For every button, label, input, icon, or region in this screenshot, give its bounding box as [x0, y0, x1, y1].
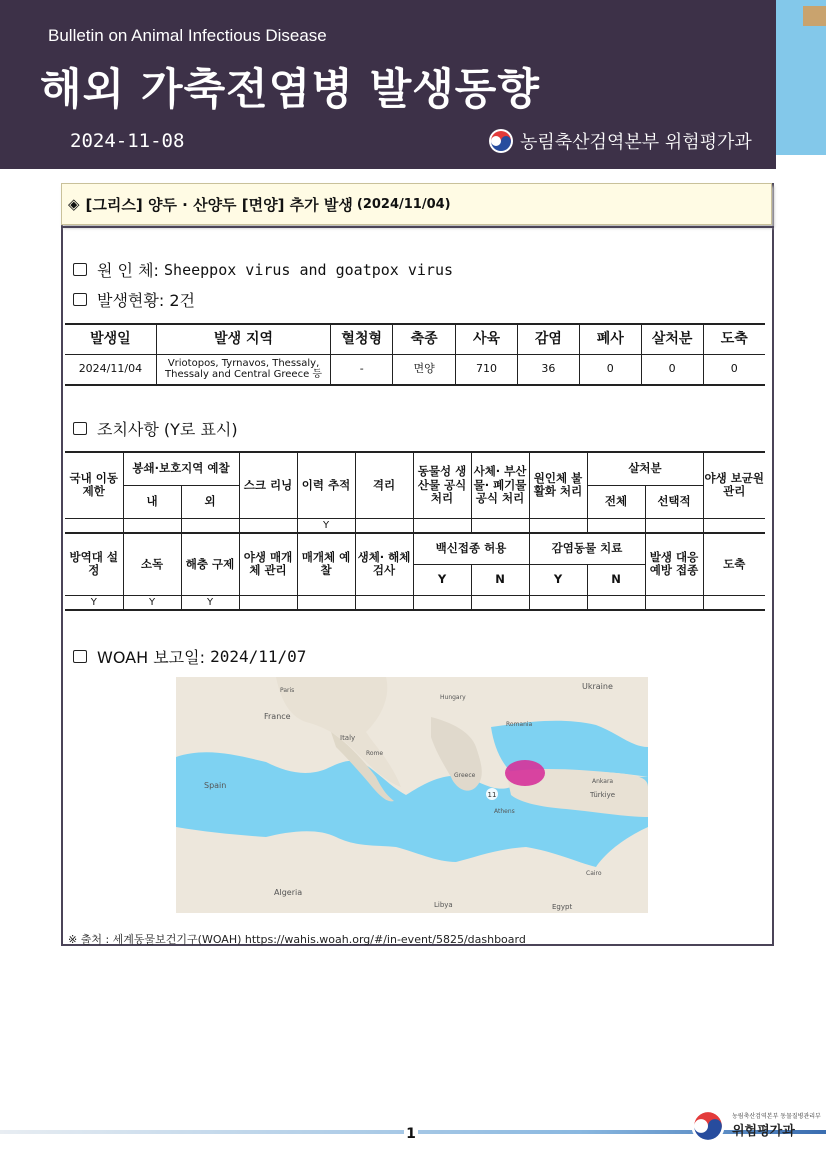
woah-label: WOAH 보고일: [97, 648, 205, 667]
status-line [73, 288, 195, 311]
table-row [65, 595, 765, 610]
status-label: 발생현황: [97, 291, 165, 310]
taegeuk-icon [488, 128, 514, 154]
col-header: 발생일 [65, 324, 156, 354]
footer-dept: 위험평가과 [732, 1124, 795, 1140]
headline-text: [그리스] 양두 · 산양두 [면양] 추가 발생 [85, 195, 353, 214]
map-label: Cairo [586, 870, 602, 877]
cell-yn: N [471, 564, 529, 595]
table-cell [703, 595, 765, 610]
map-label: Athens [494, 808, 515, 815]
table-cell [529, 595, 587, 610]
cell-yn: Y [413, 564, 471, 595]
table-cell: Y [65, 595, 123, 610]
table-cell [297, 595, 355, 610]
col-header: 살처분 [641, 324, 703, 354]
col-header: 사육 [456, 324, 518, 354]
cell-carcass: 사체· 부산물· 폐기물 공식 처리 [471, 452, 529, 518]
status-value: 2건 [169, 291, 195, 310]
table-cell [587, 518, 645, 533]
org-name: 농림축산검역본부 위험평가과 [520, 132, 752, 153]
table-cell [355, 595, 413, 610]
measures-table [65, 451, 765, 611]
cell-zone-set: 방역대 설정 [65, 533, 123, 595]
cell-wild: 야생 보균원 관리 [703, 452, 765, 518]
table-cell [645, 595, 703, 610]
table-cell [529, 518, 587, 533]
checkbox-icon [73, 293, 87, 306]
cell-product: 동물성 생산물 공식 처리 [413, 452, 471, 518]
woah-date: 2024/11/07 [210, 647, 307, 666]
table-cell: 2024/11/04 [65, 354, 156, 385]
cell-prevvac: 발생 대응 예방 접종 [645, 533, 703, 595]
map-label: Hungary [440, 694, 466, 701]
cell-zone-in: 내 [123, 485, 181, 518]
cell-wildvector: 야생 매개체 관리 [239, 533, 297, 595]
cell-pest: 해충 구제 [181, 533, 239, 595]
outbreak-marker [505, 760, 545, 786]
page-header [0, 0, 776, 169]
bulletin-date: 2024-11-08 [70, 130, 185, 152]
col-header: 발생 지역 [156, 324, 330, 354]
divider [61, 226, 774, 228]
cell-zone: 봉쇄·보호지역 예찰 [123, 452, 239, 485]
checkbox-icon [73, 650, 87, 663]
table-cell [645, 518, 703, 533]
headline-box [61, 183, 772, 225]
pathogen-value: Sheeppox virus and goatpox virus [164, 260, 454, 279]
table-cell [471, 518, 529, 533]
map-label: Rome [366, 750, 384, 757]
table-cell: - [331, 354, 393, 385]
measures-heading: 조치사항 (Y로 표시) [97, 420, 238, 439]
col-header: 감염 [517, 324, 579, 354]
woah-line [73, 645, 306, 668]
cell-movement: 국내 이동 제한 [65, 452, 123, 518]
table-cell: Y [123, 595, 181, 610]
table-cell: Y [297, 518, 355, 533]
col-header: 폐사 [579, 324, 641, 354]
map-label: Spain [204, 781, 227, 790]
headline-date: (2024/11/04) [356, 196, 451, 212]
org-logo [488, 128, 752, 154]
cell-slaughter: 도축 [703, 533, 765, 595]
table-cell: 36 [517, 354, 579, 385]
cell-cull: 살처분 [587, 452, 703, 485]
page-title: 해외 가축전염병 발생동향 [40, 65, 540, 115]
col-header: 혈청형 [331, 324, 393, 354]
map-label: Ankara [592, 778, 614, 785]
map-label: Libya [434, 901, 453, 909]
cell-quarantine: 격리 [355, 452, 413, 518]
cell-yn: N [587, 564, 645, 595]
cell-zone-out: 외 [181, 485, 239, 518]
cell-disinfect: 소독 [123, 533, 181, 595]
cell-screening: 스크 리닝 [239, 452, 297, 518]
cell-cull-sel: 선택적 [645, 485, 703, 518]
table-cell: 0 [579, 354, 641, 385]
source-note: ※ 출처 : 세계동물보건기구(WOAH) https://wahis.woah.org/#/in-event/5825/dashboard [68, 933, 526, 946]
pathogen-line [73, 258, 453, 281]
bulletin-subtitle: Bulletin on Animal Infectious Disease [48, 26, 327, 45]
table-cell: Y [181, 595, 239, 610]
table-cell: 0 [703, 354, 765, 385]
cell-treat: 감염동물 치료 [529, 533, 645, 564]
table-cell [413, 595, 471, 610]
table-cell: 710 [456, 354, 518, 385]
table-row [65, 518, 765, 533]
table-cell [181, 518, 239, 533]
checkbox-icon [73, 263, 87, 276]
accent-square [803, 6, 826, 26]
col-header: 도축 [703, 324, 765, 354]
table-row [65, 354, 765, 385]
map-label: 11 [487, 791, 497, 799]
table-cell: 0 [641, 354, 703, 385]
map-label: Algeria [274, 888, 303, 897]
footer-org: 농림축산검역본부 동물질병관리부 [732, 1112, 821, 1120]
cell-vaccine: 백신접종 허용 [413, 533, 529, 564]
col-header: 축종 [393, 324, 456, 354]
outbreak-map [176, 677, 648, 913]
footer-logo [690, 1108, 821, 1144]
map-graphic [176, 677, 648, 913]
table-cell [471, 595, 529, 610]
table-cell [65, 518, 123, 533]
map-label: Greece [454, 772, 476, 779]
cell-cull-all: 전체 [587, 485, 645, 518]
cell-trace: 이력 추적 [297, 452, 355, 518]
map-label: Paris [280, 687, 295, 694]
table-cell [355, 518, 413, 533]
cell-vector: 매개체 예찰 [297, 533, 355, 595]
outbreak-table [65, 323, 765, 386]
pathogen-label: 원 인 체: [97, 261, 159, 280]
checkbox-icon [73, 422, 87, 435]
map-label: Egypt [552, 903, 573, 911]
map-label: Türkiye [590, 791, 616, 799]
cell-yn: Y [529, 564, 587, 595]
map-label: France [264, 712, 291, 721]
table-header-row [65, 324, 765, 354]
table-cell: Vriotopos, Tyrnavos, Thessaly, Thessaly and Central Greece 등 [156, 354, 330, 385]
taegeuk-icon [690, 1108, 726, 1144]
map-label: Ukraine [582, 682, 613, 691]
map-label: Romania [506, 721, 533, 728]
table-cell [239, 518, 297, 533]
map-label: Italy [340, 734, 356, 742]
table-cell [239, 595, 297, 610]
table-cell [123, 518, 181, 533]
cell-pathogen: 원인체 불활화 처리 [529, 452, 587, 518]
cell-postmortem: 생체· 해체 검사 [355, 533, 413, 595]
page-number: 1 [404, 1126, 418, 1143]
measures-line [73, 417, 238, 440]
table-cell [413, 518, 471, 533]
table-cell: 면양 [393, 354, 456, 385]
table-cell [703, 518, 765, 533]
diamond-icon: ◈ [68, 195, 80, 213]
table-cell [587, 595, 645, 610]
